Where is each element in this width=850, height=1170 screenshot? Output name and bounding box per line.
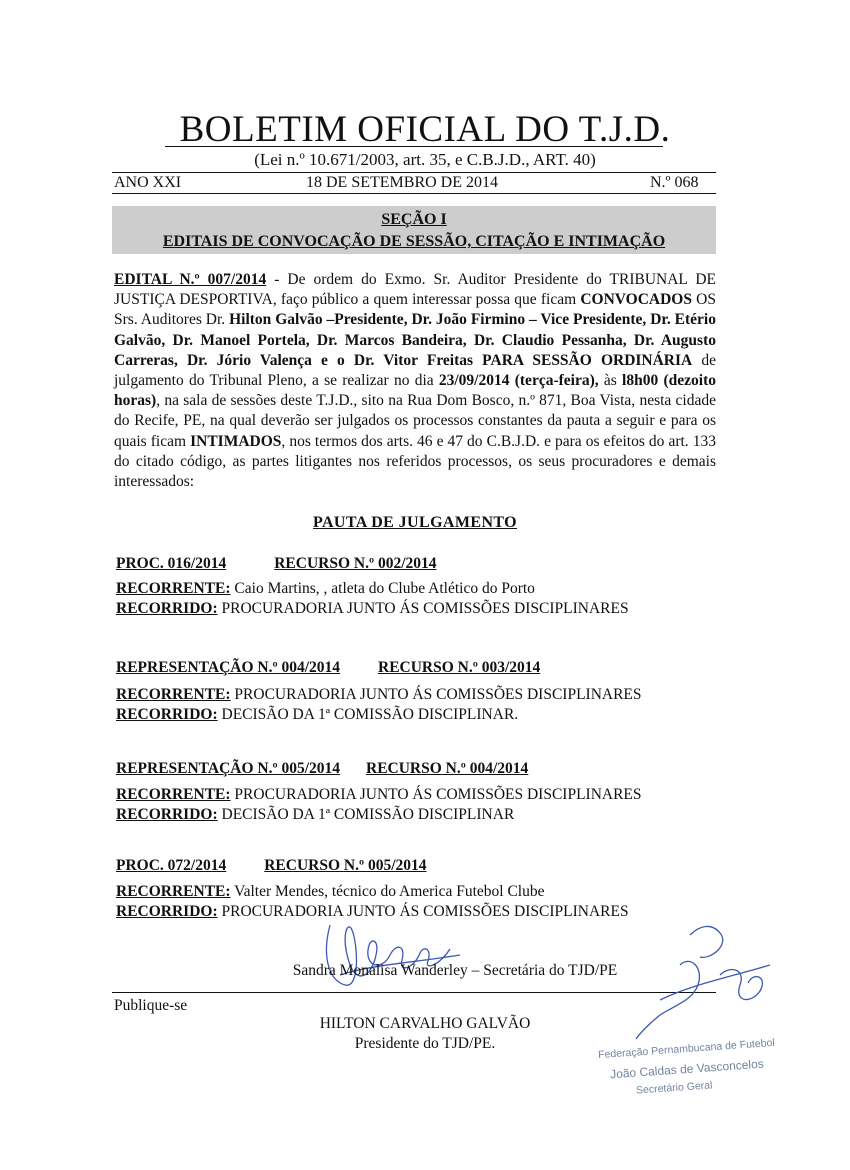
section-title: SEÇÃO I xyxy=(381,211,447,228)
president-signature xyxy=(620,905,780,1045)
president-title: Presidente do TJD/PE. xyxy=(354,1035,496,1052)
bulletin-subtitle: (Lei n.º 10.671/2003, art. 35, e C.B.J.D., ART. 40) xyxy=(254,150,596,169)
case-recorrido: RECORRIDO: PROCURADORIA JUNTO ÁS COMISSÕES DISCIPLINARES xyxy=(116,600,629,617)
case-recorrido: RECORRIDO: DECISÃO DA 1ª COMISSÃO DISCIPLINAR xyxy=(116,806,515,823)
case-heading: PROC. 016/2014 RECURSO N.º 002/2014 xyxy=(116,555,437,572)
case-recorrido: RECORRIDO: PROCURADORIA JUNTO ÁS COMISSÕES DISCIPLINARES xyxy=(116,903,629,920)
case-heading: REPRESENTAÇÃO N.º 005/2014 RECURSO N.º 004/2014 xyxy=(116,760,529,777)
case-recorrido: RECORRIDO: DECISÃO DA 1ª COMISSÃO DISCIPLINAR. xyxy=(116,706,519,723)
bulletin-title: BOLETIM OFICIAL DO T.J.D. xyxy=(179,109,671,150)
secretary-signature xyxy=(310,905,470,995)
issue-date: 18 DE SETEMBRO DE 2014 xyxy=(306,174,498,191)
case-recorrente: RECORRENTE: Valter Mendes, técnico do America Futebol Clube xyxy=(116,883,545,900)
case-heading: REPRESENTAÇÃO N.º 004/2014 RECURSO N.º 003/2014 xyxy=(116,659,541,676)
stamp-line: João Caldas de Vasconcelos xyxy=(609,1056,765,1082)
president-name: HILTON CARVALHO GALVÃO xyxy=(319,1015,531,1032)
pauta-title: PAUTA DE JULGAMENTO xyxy=(312,514,518,531)
case-recorrente: RECORRENTE: Caio Martins, , atleta do Clube Atlético do Porto xyxy=(116,580,535,597)
section-subtitle: EDITAIS DE CONVOCAÇÃO DE SESSÃO, CITAÇÃO E INTIMAÇÃO xyxy=(162,233,666,250)
header-rule-bottom xyxy=(112,193,716,194)
case-heading: PROC. 072/2014 RECURSO N.º 005/2014 xyxy=(116,857,427,874)
secretary-line: Sandra Monalisa Wanderley – Secretária do TJD/PE xyxy=(292,962,618,979)
case-recorrente: RECORRENTE: PROCURADORIA JUNTO ÁS COMISSÕES DISCIPLINARES xyxy=(116,686,642,703)
issue-number: N.º 068 xyxy=(650,174,699,191)
publique-label: Publique-se xyxy=(114,997,188,1014)
edital-label: EDITAL N.º 007/2014 xyxy=(114,271,267,288)
case-recorrente: RECORRENTE: PROCURADORIA JUNTO ÁS COMISSÕES DISCIPLINARES xyxy=(116,786,642,803)
year-label: ANO XXI xyxy=(114,174,182,191)
header-rule-top xyxy=(112,172,716,173)
stamp-line: Secretário Geral xyxy=(635,1079,713,1097)
title-underline xyxy=(165,146,663,147)
stamp-line: Federação Pernambucana de Futebol xyxy=(597,1036,776,1062)
edital-paragraph: EDITAL N.º 007/2014 - De ordem do Exmo. Sr. Auditor Presidente do TRIBUNAL DE JUSTIÇA DESPORTIVA, faço público a quem interessar possa que ficam CONVOCADOS OS Srs. Auditores Dr. Hilton Galvão –Presidente, Dr. João Firmino – Vice Presidente, Dr. Etério Galvão, Dr. Manoel Portela, Dr. Marcos Bandeira, Dr. Claudio Pessanha, Dr. Augusto Carreras, Dr. Jório Valença e o Dr. Vitor Freitas PARA SESSÃO ORDINÁRIA de julgamento do Tribunal Pleno, a se realizar no dia 23/09/2014 (terça-feira), às l8h00 (dezoito horas), na sala de sessões deste T.J.D., sito na Rua Dom Bosco, n.º 871, Boa Vista, nesta cidade do Recife, PE, na qual deverão ser julgados os processos constantes da pauta a seguir e para os quais ficam INTIMADOS, nos termos dos arts. 46 e 47 do C.B.J.D. e para os efeitos do art. 133 do citado código, as partes litigantes nos referidos processos, os seus procuradores e demais interessados: xyxy=(114,271,716,491)
